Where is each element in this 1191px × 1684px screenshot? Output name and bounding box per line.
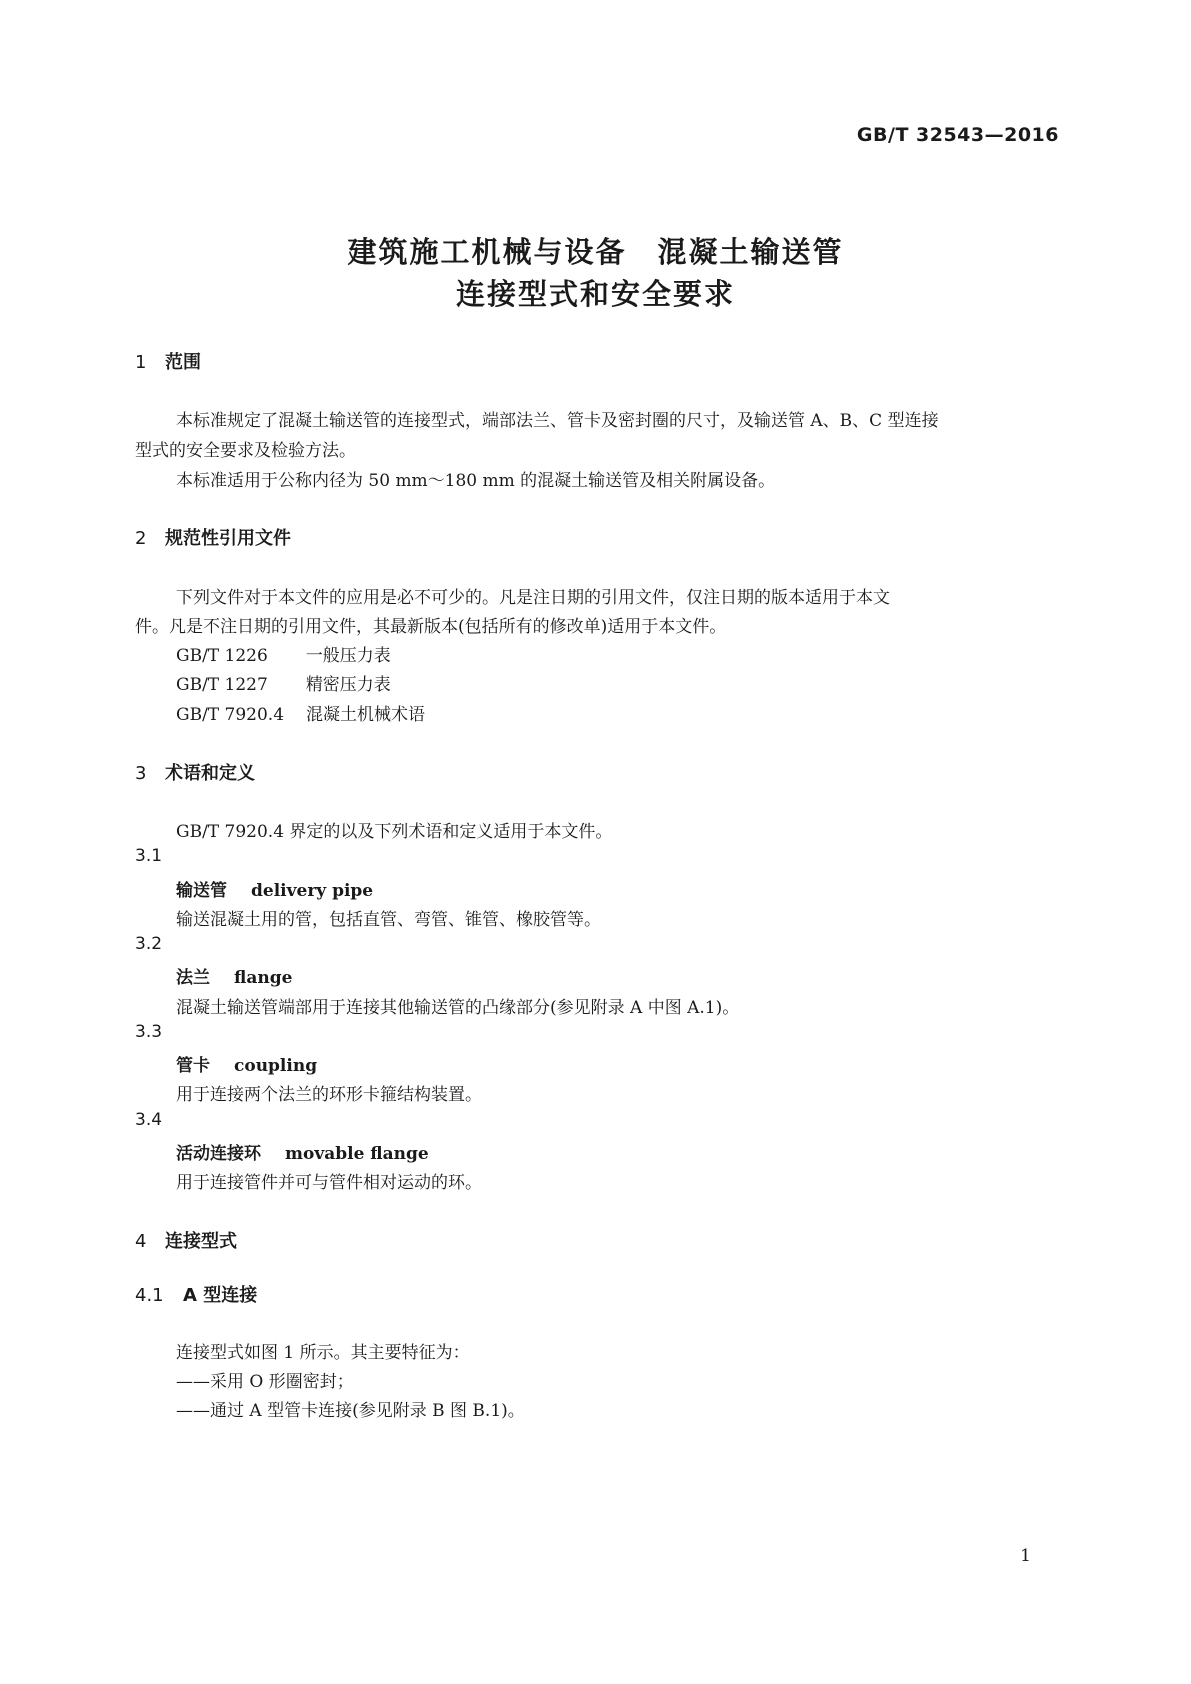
paragraph-continuation: 型式的安全要求及检验方法。	[135, 441, 356, 461]
reference-item	[176, 700, 425, 725]
section-title: 规范性引用文件	[165, 528, 291, 549]
section-title: 连接型式	[165, 1231, 237, 1252]
paragraph-continuation: 件。凡是不注日期的引用文件，其最新版本(包括所有的修改单)适用于本文件。	[135, 617, 727, 637]
section-title: 范围	[165, 352, 201, 373]
section-heading-scope	[135, 348, 201, 374]
section-number: 2	[135, 528, 147, 549]
reference-name: 混凝土机械术语	[306, 705, 426, 725]
section-number: 3	[135, 763, 147, 784]
term-definition: 用于连接两个法兰的环形卡箍结构装置。	[176, 1085, 482, 1105]
section-heading-normative-references	[135, 524, 291, 550]
term-en: coupling	[234, 1056, 318, 1076]
term-definition: 输送混凝土用的管，包括直管、弯管、锥管、橡胶管等。	[176, 910, 601, 930]
reference-code: GB/T 7920.4	[176, 705, 285, 725]
term-entry	[176, 1139, 429, 1164]
reference-name: 一般压力表	[305, 646, 391, 666]
list-item: ——通过 A 型管卡连接(参见附录 B 图 B.1)。	[176, 1401, 525, 1421]
term-zh: 管卡	[176, 1056, 210, 1076]
paragraph: 本标准适用于公称内径为 50 mm～180 mm 的混凝土输送管及相关附属设备。	[176, 471, 776, 491]
term-number: 3.1	[135, 846, 163, 866]
standard-code: GB/T 32543—2016	[856, 124, 1059, 146]
term-definition: 用于连接管件并可与管件相对运动的环。	[176, 1173, 482, 1193]
term-number: 3.4	[135, 1110, 163, 1130]
term-entry	[176, 963, 292, 988]
term-number: 3.2	[135, 934, 163, 954]
paragraph: 本标准规定了混凝土输送管的连接型式，端部法兰、管卡及密封圈的尺寸，及输送管 A、B、C 型连接	[176, 411, 939, 431]
section-heading-connection-types	[135, 1227, 237, 1253]
paragraph: GB/T 7920.4 界定的以及下列术语和定义适用于本文件。	[176, 822, 613, 842]
reference-item	[176, 641, 391, 666]
list-item: ——采用 O 形圈密封；	[176, 1372, 354, 1392]
term-en: movable flange	[285, 1144, 429, 1164]
term-entry	[176, 876, 373, 901]
section-heading-terms-definitions	[135, 759, 255, 785]
section-title: 术语和定义	[165, 763, 255, 784]
term-en: flange	[234, 968, 293, 988]
reference-name: 精密压力表	[305, 675, 391, 695]
term-entry	[176, 1051, 317, 1076]
subsection-title: A 型连接	[183, 1285, 258, 1306]
document-title-line-1: 建筑施工机械与设备 混凝土输送管	[347, 235, 844, 269]
section-number: 4	[135, 1231, 147, 1252]
document-title-line-2: 连接型式和安全要求	[455, 277, 735, 311]
subsection-number: 4.1	[135, 1285, 164, 1306]
section-number: 1	[135, 352, 147, 373]
term-zh: 输送管	[176, 881, 227, 901]
reference-code: GB/T 1226	[176, 646, 268, 666]
term-en: delivery pipe	[251, 881, 374, 901]
term-zh: 活动连接环	[176, 1144, 261, 1164]
subsection-heading-type-a	[135, 1281, 257, 1307]
page-number: 1	[1020, 1546, 1031, 1566]
paragraph: 连接型式如图 1 所示。其主要特征为：	[176, 1343, 470, 1363]
term-definition: 混凝土输送管端部用于连接其他输送管的凸缘部分(参见附录 A 中图 A.1)。	[176, 998, 740, 1018]
term-number: 3.3	[135, 1022, 163, 1042]
paragraph: 下列文件对于本文件的应用是必不可少的。凡是注日期的引用文件，仅注日期的版本适用于本文	[176, 588, 890, 608]
reference-code: GB/T 1227	[176, 675, 268, 695]
reference-item	[176, 670, 391, 695]
term-zh: 法兰	[176, 968, 210, 988]
